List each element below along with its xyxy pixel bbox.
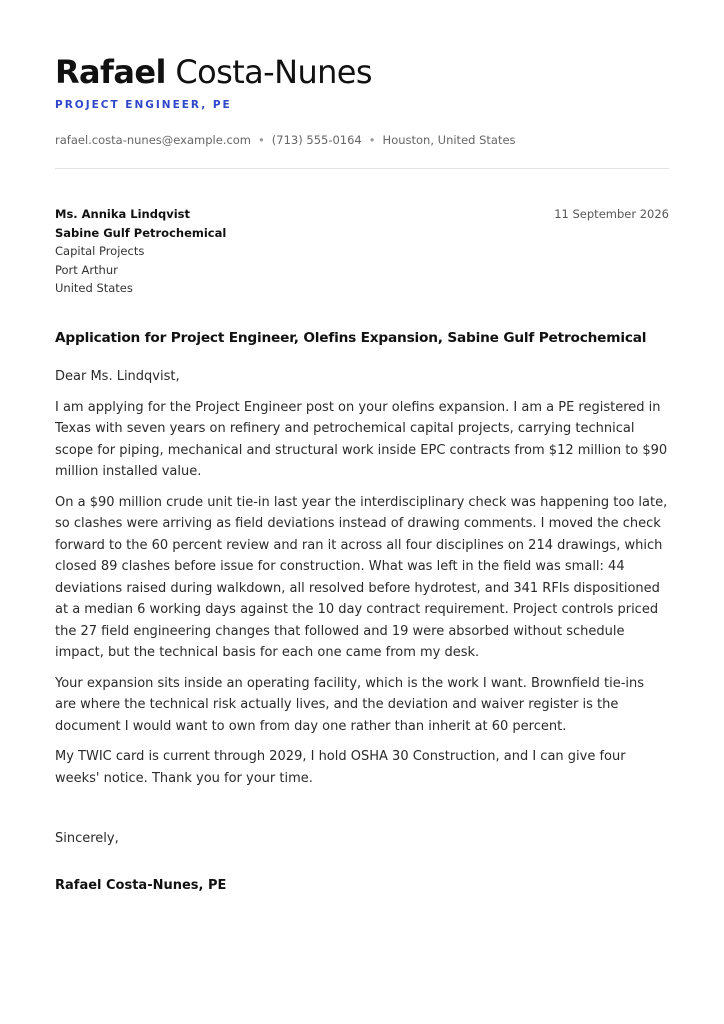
body-paragraph: Your expansion sits inside an operating facility, which is the work I want. Brownfield tie-ins are where the technical risk actually lives, and the deviation and waiver register is the document I would want to own from day one rather than inherit at 60 percent.	[55, 675, 645, 734]
signature: Rafael Costa-Nunes, PE	[55, 878, 227, 893]
contact-phone: (713) 555-0164	[271, 133, 362, 147]
body-paragraph: On a $90 million crude unit tie-in last year the interdisciplinary check was happening too late, so clashes were arriving as field deviations instead of drawing comments. I moved the check forward to the 60 percent review and ran it across all four disciplines on 214 drawings, which closed 89 clashes before issue for construction. What was left in the field was small: 44 deviations raised during walkdown, all resolved before hydrotest, and 341 RFIs dispositioned at a median 6 working days against the 10 day contract requirement. Project controls priced the 27 field engineering changes that followed and 19 were absorbed without schedule impact, but the technical basis for each one came from my desk.	[55, 494, 668, 660]
recipient-department: Capital Projects	[55, 244, 145, 259]
applicant-first-name: Rafael	[55, 53, 166, 91]
contact-location: Houston, United States	[382, 133, 516, 147]
contact-email: rafael.costa-nunes@example.com	[55, 133, 251, 147]
recipient-name: Ms. Annika Lindqvist	[55, 207, 190, 221]
closing: Sincerely,	[55, 831, 119, 846]
recipient-country: United States	[55, 281, 133, 296]
header-divider	[55, 168, 669, 169]
salutation: Dear Ms. Lindqvist,	[55, 369, 180, 384]
letter-body	[55, 366, 669, 798]
contact-line	[55, 132, 516, 148]
body-paragraph: My TWIC card is current through 2029, I hold OSHA 30 Construction, and I can give four weeks' notice. Thank you for your time.	[55, 749, 626, 786]
applicant-name	[55, 50, 669, 94]
applicant-role: PROJECT ENGINEER, PE	[55, 99, 232, 111]
contact-separator: •	[258, 133, 265, 147]
recipient-company: Sabine Gulf Petrochemical	[55, 225, 227, 240]
applicant-last-name: Costa-Nunes	[175, 53, 372, 91]
contact-separator: •	[368, 133, 376, 147]
recipient-city: Port Arthur	[55, 262, 118, 277]
recipient-block	[55, 205, 226, 298]
letter-subject: Application for Project Engineer, Olefins Expansion, Sabine Gulf Petrochemical	[55, 330, 647, 346]
body-paragraph: I am applying for the Project Engineer post on your olefins expansion. I am a PE registered in Texas with seven years on refinery and petrochemical capital projects, carrying technical scope for piping, mechanical and structural work inside EPC contracts from $12 million to $90 million installed value.	[55, 399, 668, 479]
letter-date: 11 September 2026	[554, 207, 669, 221]
letter-header	[55, 50, 669, 112]
